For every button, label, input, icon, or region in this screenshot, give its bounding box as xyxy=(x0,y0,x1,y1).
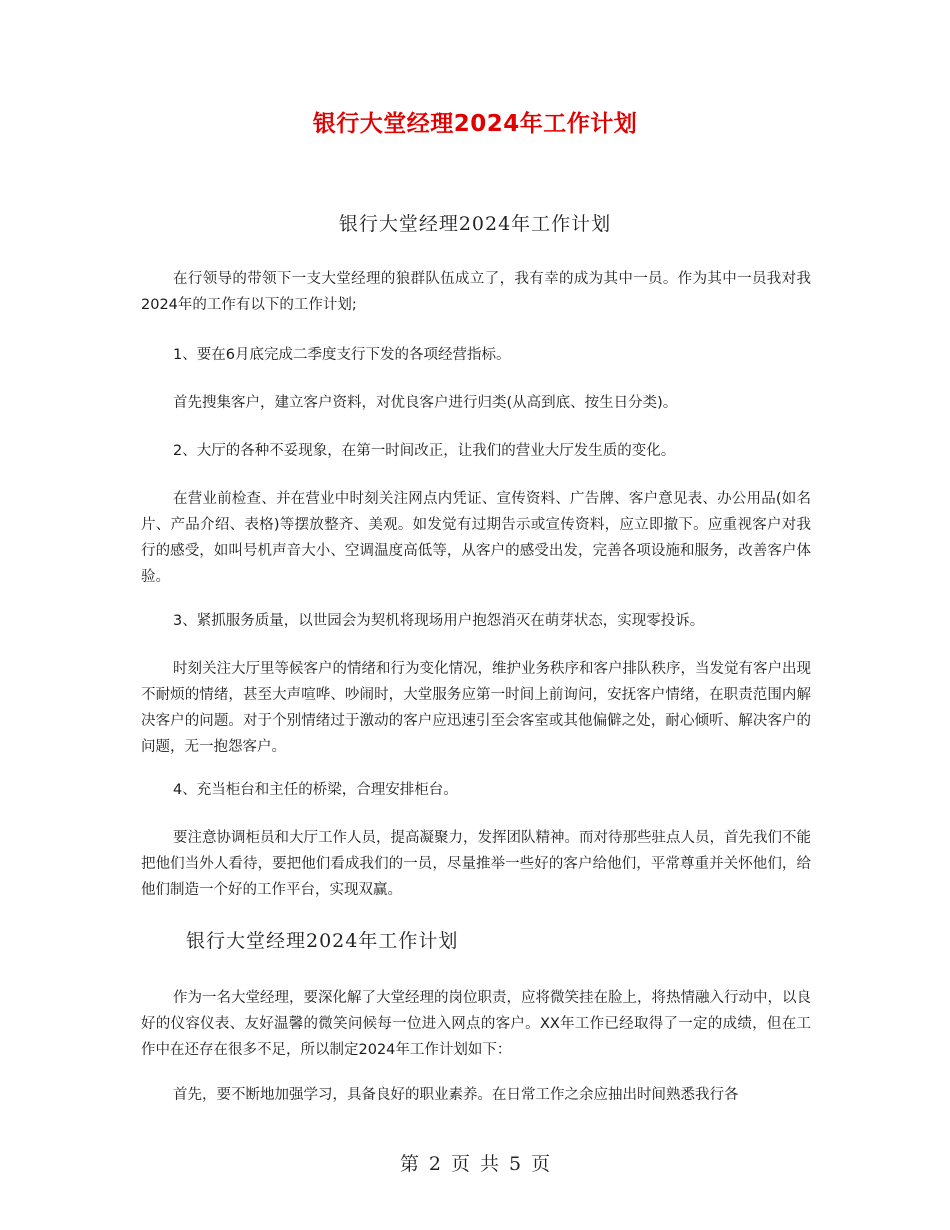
paragraph: 3、紧抓服务质量，以世园会为契机将现场用户抱怨消灭在萌芽状态，实现零投诉。 xyxy=(173,613,705,629)
paragraph: 要注意协调柜员和大厅工作人员，提高凝聚力，发挥团队精神。而对待那些驻点人员，首先我们不能把他们当外人看待，要把他们看成我们的一员，尽量推举一些好的客户给他们，平常尊重并关怀他们，给他们制造一个好的工作平台，实现双赢。 xyxy=(141,830,811,898)
paragraph: 时刻关注大厅里等候客户的情绪和行为变化情况，维护业务秩序和客户排队秩序，当发觉有客户出现不耐烦的情绪，甚至大声喧哗、吵闹时，大堂服务应第一时间上前询问，安抚客户情绪，在职责范围内解决客户的问题。对于个别情绪过于激动的客户应迅速引至会客室或其他偏僻之处，耐心倾听、解决客户的问题，无一抱怨客户。 xyxy=(141,661,811,755)
paragraph: 作为一名大堂经理，要深化解了大堂经理的岗位职责，应将微笑挂在脸上，将热情融入行动中，以良好的仪容仪表、友好温馨的微笑问候每一位进入网点的客户。XX年工作已经取得了一定的成绩，但在工作中在还存在很多不足，所以制定2024年工作计划如下： xyxy=(141,990,811,1058)
paragraph: 在营业前检查、并在营业中时刻关注网点内凭证、宣传资料、广告牌、客户意见表、办公用品(如名片、产品介绍、表格)等摆放整齐、美观。如发觉有过期告示或宣传资料，应立即撤下。应重视客户对我行的感受，如叫号机声音大小、空调温度高低等，从客户的感受出发，完善各项设施和服务，改善客户体验。 xyxy=(141,491,811,585)
paragraph: 1、要在6月底完成二季度支行下发的各项经营指标。 xyxy=(173,347,511,363)
document-title: 银行大堂经理2024年工作计划 xyxy=(312,111,638,137)
section-heading: 银行大堂经理2024年工作计划 xyxy=(338,213,612,235)
paragraph: 首先，要不断地加强学习，具备良好的职业素养。在日常工作之余应抽出时间熟悉我行各 xyxy=(173,1087,739,1103)
page-number: 第 2 页 共 5 页 xyxy=(399,1153,551,1175)
section-heading: 银行大堂经理2024年工作计划 xyxy=(186,930,459,952)
paragraph: 2、大厅的各种不妥现象，在第一时间改正，让我们的营业大厅发生质的变化。 xyxy=(173,443,676,459)
paragraph: 4、充当柜台和主任的桥梁，合理安排柜台。 xyxy=(173,782,458,798)
paragraph: 在行领导的带领下一支大堂经理的狼群队伍成立了，我有幸的成为其中一员。作为其中一员我对我2024年的工作有以下的工作计划; xyxy=(141,271,811,313)
paragraph: 首先搜集客户，建立客户资料，对优良客户进行归类(从高到底、按生日分类)。 xyxy=(173,395,678,411)
